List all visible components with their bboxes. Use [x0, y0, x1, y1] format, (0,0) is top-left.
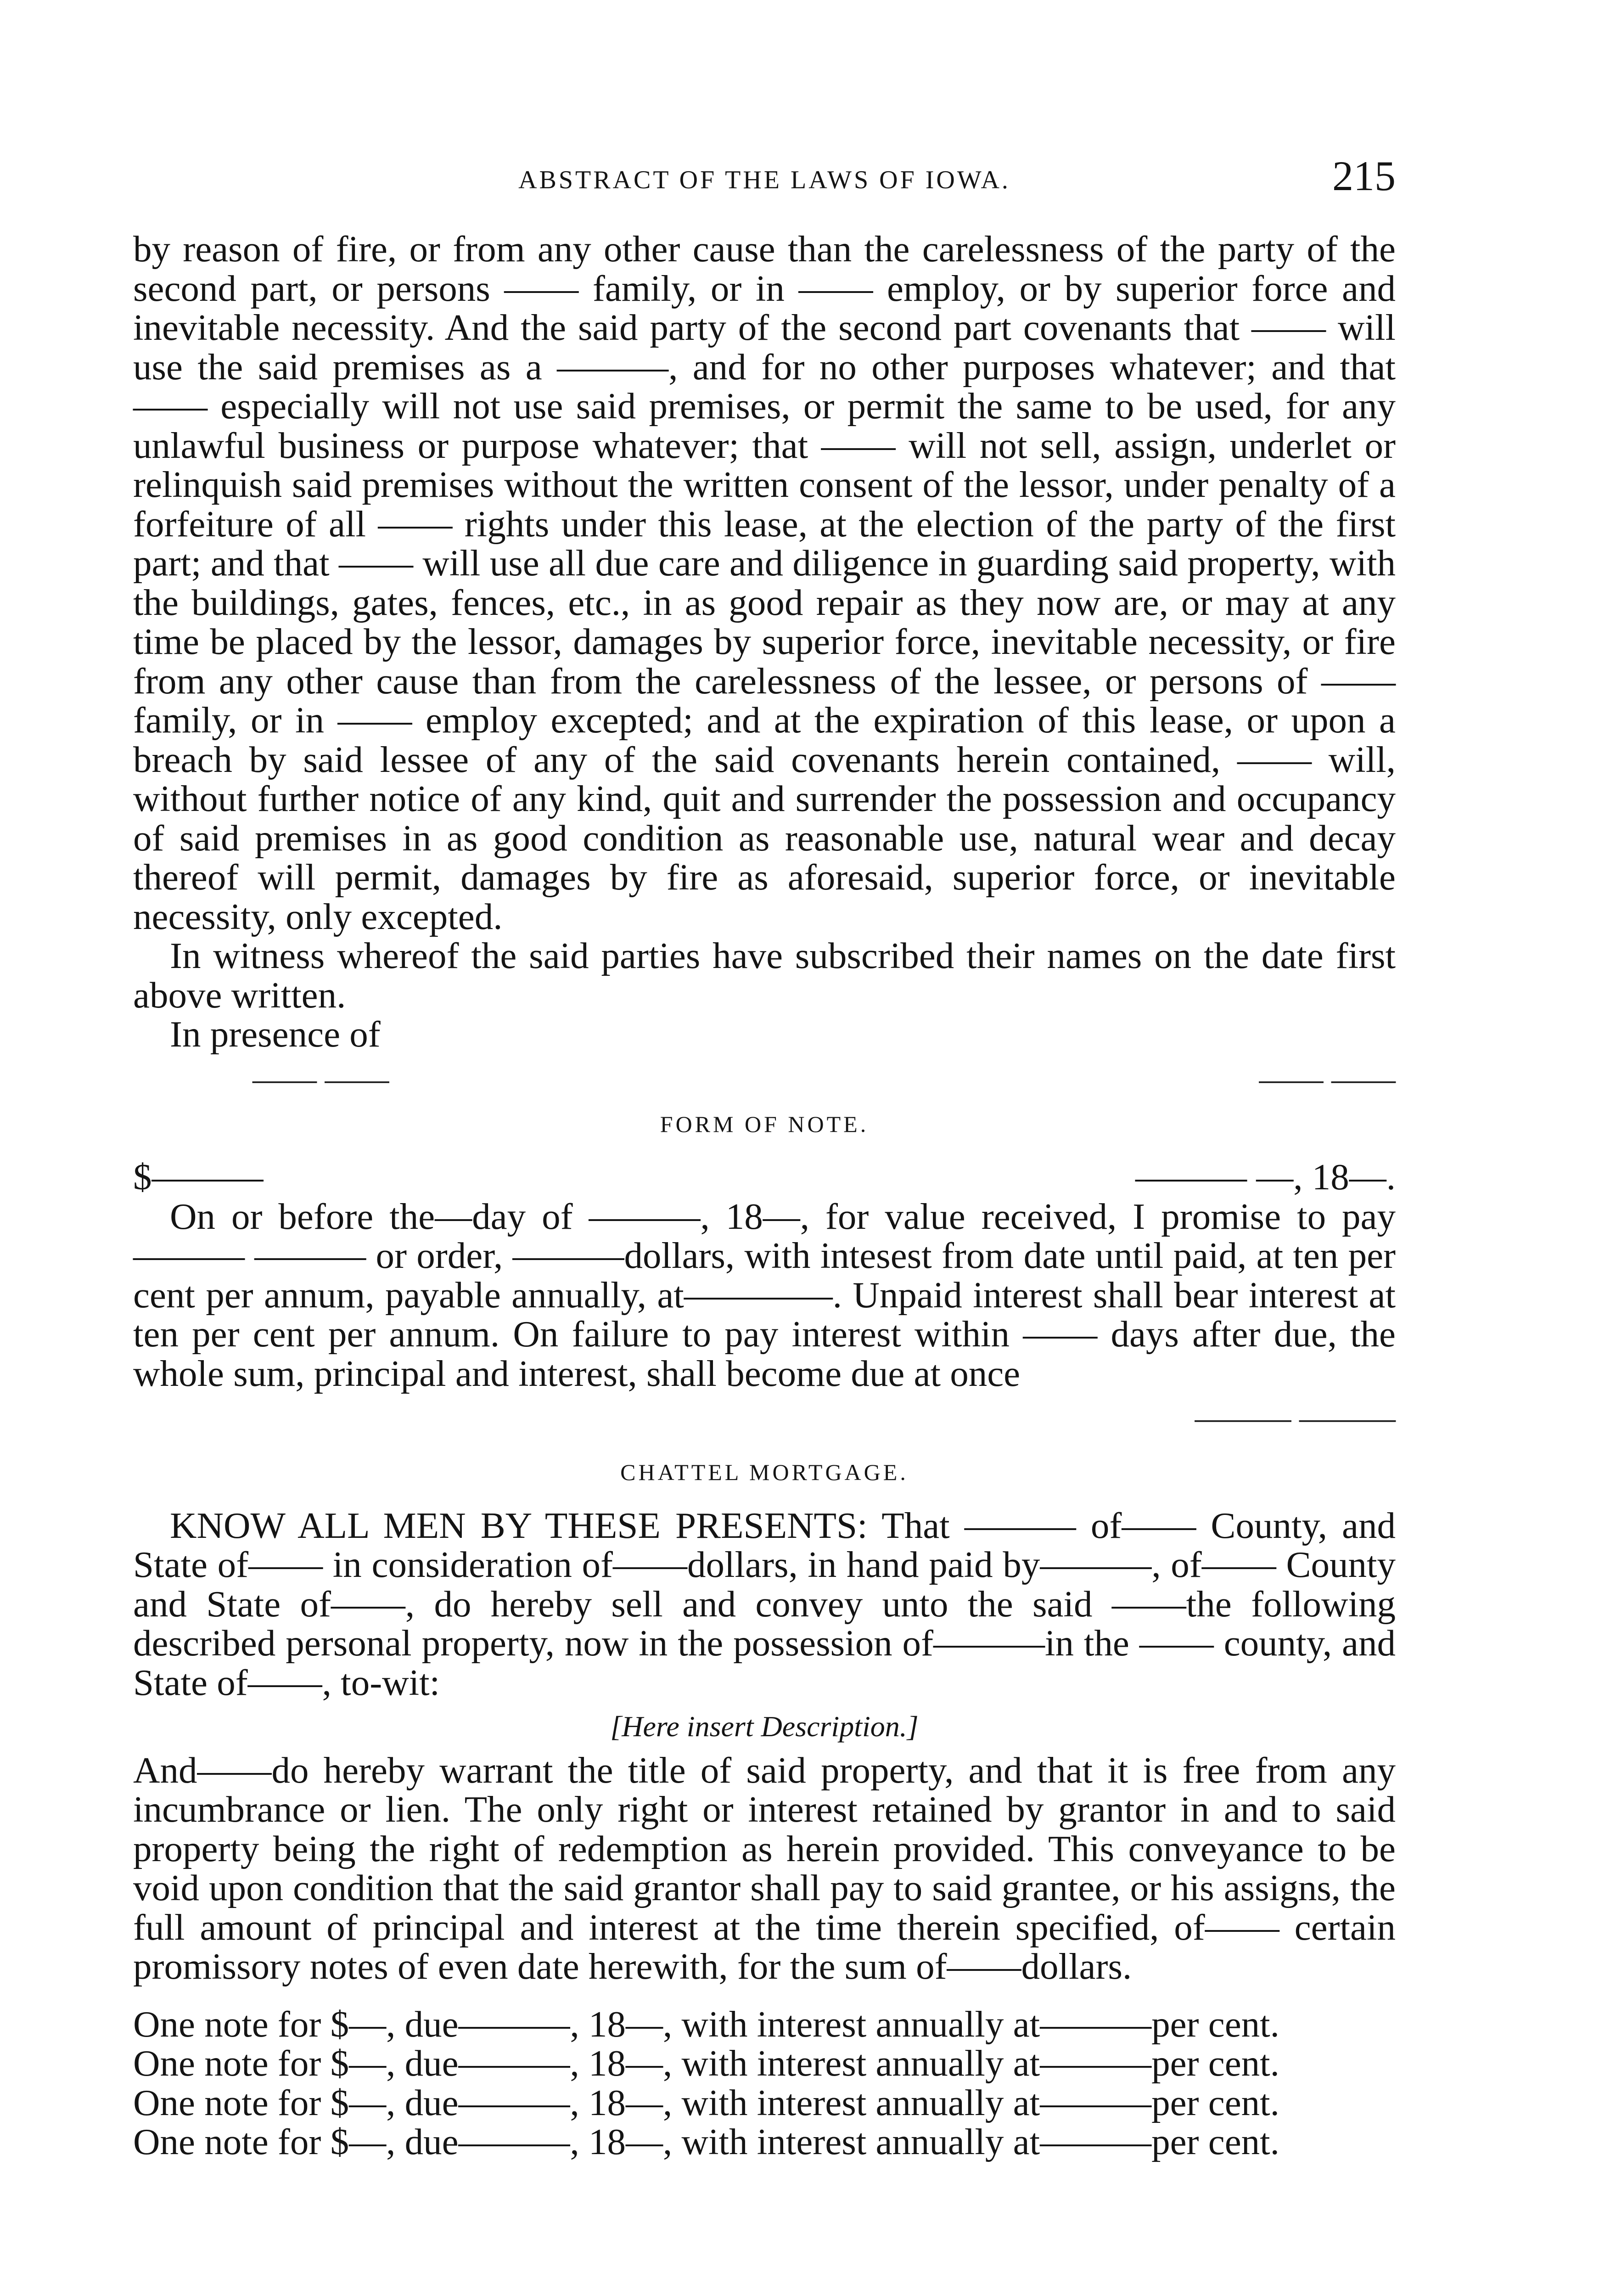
note-signature-row: [133, 1402, 1396, 1435]
promissory-note-line: One note for $—, due———, 18—, with interest annually at———per cent.: [133, 2082, 1279, 2123]
form-of-note-title: FORM OF NOTE.: [660, 1111, 869, 1137]
mortgage-body: And——do hereby warrant the title of said property, and that it is free from any incumbrance or lien. The only right or interest retained by grantor in and to said property being the right of redemption as herein provided. This conveyance to be void upon condition that the said grantor shall pay to said grantee, or his assigns, the full amount of principal and interest at the time therein specified, of—— certain promissory notes of even date herewith, for the sum of——dollars.: [133, 1749, 1396, 1987]
note-signature: ——— ———: [1195, 1401, 1396, 1436]
note-amount: $———: [133, 1156, 264, 1198]
presence-line: In presence of: [170, 1013, 381, 1055]
mortgage-opening: KNOW ALL MEN BY THESE PRESENTS:: [170, 1504, 868, 1546]
promissory-note-line: One note for $—, due———, 18—, with interest annually at———per cent.: [133, 2043, 1279, 2084]
insert-description-note: [Here insert Description.]: [610, 1710, 919, 1743]
lease-paragraph: by reason of fire, or from any other cause than the carelessness of the party of the second part, or persons —— family, or in —— employ, or by superior force and inevitable necessity. And the said party of the second part covenants that —— will use the said premises as a ———, and for no other purposes whatever; and that —— especially will not use said premises, or permit the same to be used, for any unlawful business or purpose whatever; that —— will not sell, assign, underlet or relinquish said premises without the written consent of the lessor, under penalty of a forfeiture of all —— rights under this lease, at the election of the party of the first part; and that —— will use all due care and diligence in guarding said property, with the buildings, gates, fences, etc., in as good repair as they now are, or may at any time be placed by the lessor, damages by superior force, inevitable necessity, or fire from any other cause than from the carelessness of the lessee, or persons of —— family, or in —— employ excepted; and at the expiration of this lease, or upon a breach by said lessee of any of the said covenants herein contained, —— will, without further notice of any kind, quit and surrender the possession and occupancy of said premises in as good condition as reasonable use, natural wear and decay thereof will permit, damages by fire as aforesaid, superior force, or inevitable necessity, only excepted.: [133, 228, 1396, 937]
witness-clause: In witness whereof the said parties have subscribed their names on the date first above written.: [133, 935, 1396, 1016]
lease-signature-left: —— ——: [252, 1061, 389, 1097]
promissory-note-line: One note for $—, due———, 18—, with interest annually at———per cent.: [133, 2003, 1279, 2045]
note-heading: [133, 1158, 1396, 1197]
chattel-mortgage-title: CHATTEL MORTGAGE.: [620, 1459, 909, 1485]
mortgage-intro: [133, 1506, 1396, 1703]
note-date: ——— —, 18—.: [1135, 1156, 1396, 1198]
mortgage-intro-text: That ——— of—— County, and State of—— in consideration of——dollars, in hand paid by———, of—— County and State of——, do hereby sell and convey unto the said ——the following described personal property, now in the possession of———in the —— county, and State of——, to-wit:: [133, 1504, 1396, 1703]
lease-signature-row: [133, 1061, 1396, 1097]
page-body: [133, 230, 1396, 2162]
lease-signature-right: —— ——: [1259, 1061, 1396, 1097]
running-head: ABSTRACT OF THE LAWS OF IOWA.: [518, 166, 1010, 194]
page-header: [133, 152, 1396, 207]
note-text: On or before the—day of ———, 18—, for value received, I promise to pay ——— ——— or order, ———dollars, with intesest from date until paid, at ten per cent per annum, payable annually, at————. Unpaid interest shall bear interest at ten per cent per annum. On failure to pay interest within —— days after due, the whole sum, principal and interest, shall become due at once: [133, 1195, 1396, 1394]
page-number: 215: [1332, 152, 1396, 199]
promissory-notes-list: [133, 2005, 1396, 2162]
promissory-note-line: One note for $—, due———, 18—, with interest annually at———per cent.: [133, 2121, 1279, 2162]
